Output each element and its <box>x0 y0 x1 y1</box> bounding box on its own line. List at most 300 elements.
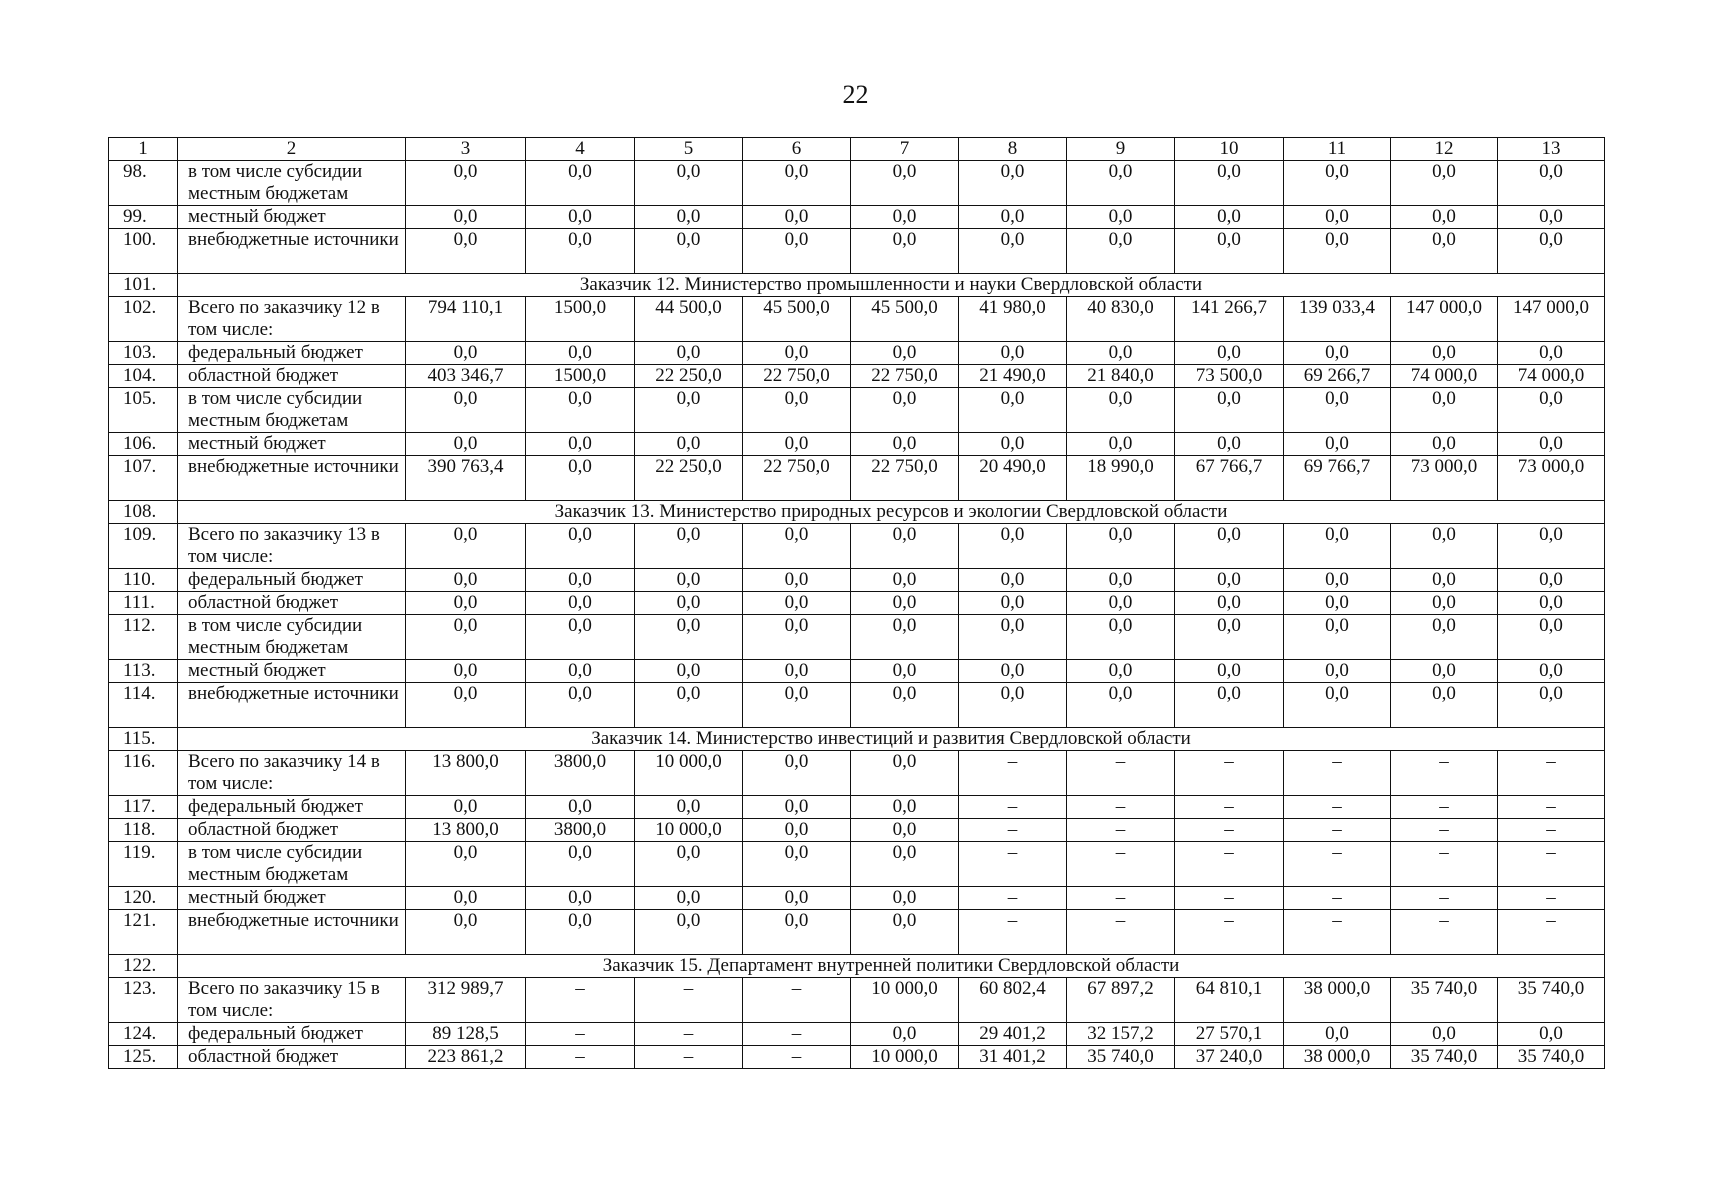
table-cell: 0,0 <box>406 683 526 728</box>
row-number: 123. <box>109 978 178 1023</box>
table-cell: 0,0 <box>851 229 959 274</box>
table-cell: 0,0 <box>1067 206 1175 229</box>
table-cell: 0,0 <box>743 161 851 206</box>
table-cell: – <box>635 978 743 1023</box>
table-row <box>109 978 1605 1023</box>
table-cell: 0,0 <box>1391 615 1498 660</box>
table-cell: 0,0 <box>743 887 851 910</box>
row-number: 109. <box>109 524 178 569</box>
table-cell: – <box>1391 819 1498 842</box>
table-cell: 0,0 <box>406 524 526 569</box>
table-cell: 0,0 <box>406 342 526 365</box>
table-cell: 0,0 <box>1498 569 1605 592</box>
table-cell: 0,0 <box>635 161 743 206</box>
table-cell: 0,0 <box>1498 229 1605 274</box>
table-cell: 0,0 <box>1391 388 1498 433</box>
table-cell: 21 490,0 <box>959 365 1067 388</box>
column-header: 8 <box>959 138 1067 161</box>
row-number: 108. <box>109 501 178 524</box>
row-number: 105. <box>109 388 178 433</box>
table-cell: 0,0 <box>851 433 959 456</box>
table-cell: 0,0 <box>635 910 743 955</box>
table-row <box>109 1046 1605 1069</box>
table-cell: 0,0 <box>959 592 1067 615</box>
table-cell: 10 000,0 <box>635 751 743 796</box>
table-cell: 147 000,0 <box>1498 297 1605 342</box>
row-number: 115. <box>109 728 178 751</box>
table-row <box>109 342 1605 365</box>
row-number: 98. <box>109 161 178 206</box>
row-label: Всего по заказчику 13 в том числе: <box>178 524 406 569</box>
table-cell: 0,0 <box>1067 683 1175 728</box>
table-cell: – <box>526 978 635 1023</box>
table-cell: – <box>1067 751 1175 796</box>
table-row <box>109 433 1605 456</box>
table-cell: 0,0 <box>851 206 959 229</box>
table-cell: – <box>1067 887 1175 910</box>
table-row <box>109 524 1605 569</box>
section-title: Заказчик 15. Департамент внутренней политики Свердловской области <box>178 955 1605 978</box>
table-cell: 0,0 <box>635 206 743 229</box>
table-cell: 73 000,0 <box>1498 456 1605 501</box>
budget-table <box>108 137 1605 1069</box>
table-cell: 27 570,1 <box>1175 1023 1284 1046</box>
table-cell: – <box>1067 819 1175 842</box>
table-cell: – <box>526 1023 635 1046</box>
table-cell: 37 240,0 <box>1175 1046 1284 1069</box>
row-label: местный бюджет <box>178 660 406 683</box>
table-cell: 0,0 <box>851 1023 959 1046</box>
table-cell: 0,0 <box>526 842 635 887</box>
table-cell: – <box>1391 751 1498 796</box>
table-cell: – <box>1498 910 1605 955</box>
table-cell: 0,0 <box>406 887 526 910</box>
table-cell: 0,0 <box>959 229 1067 274</box>
table-cell: 0,0 <box>635 660 743 683</box>
row-number: 114. <box>109 683 178 728</box>
row-label: Всего по заказчику 15 в том числе: <box>178 978 406 1023</box>
table-cell: 0,0 <box>1175 206 1284 229</box>
table-cell: 21 840,0 <box>1067 365 1175 388</box>
table-cell: 0,0 <box>526 569 635 592</box>
table-cell: 0,0 <box>743 660 851 683</box>
table-cell: 0,0 <box>1175 660 1284 683</box>
row-number: 102. <box>109 297 178 342</box>
table-cell: 10 000,0 <box>635 819 743 842</box>
table-cell: 0,0 <box>406 660 526 683</box>
table-cell: – <box>1175 819 1284 842</box>
table-cell: 0,0 <box>743 388 851 433</box>
table-cell: 0,0 <box>1284 569 1391 592</box>
table-cell: 0,0 <box>1284 433 1391 456</box>
row-number: 117. <box>109 796 178 819</box>
table-cell: 35 740,0 <box>1498 1046 1605 1069</box>
table-cell: – <box>1498 887 1605 910</box>
table-cell: 0,0 <box>526 615 635 660</box>
section-row <box>109 274 1605 297</box>
table-cell: 141 266,7 <box>1175 297 1284 342</box>
table-cell: 0,0 <box>743 569 851 592</box>
table-cell: 390 763,4 <box>406 456 526 501</box>
table-cell: 0,0 <box>959 206 1067 229</box>
table-cell: 0,0 <box>1175 592 1284 615</box>
table-cell: 0,0 <box>959 342 1067 365</box>
table-row <box>109 910 1605 955</box>
table-row <box>109 887 1605 910</box>
table-cell: 0,0 <box>851 660 959 683</box>
table-cell: – <box>743 1046 851 1069</box>
table-cell: 38 000,0 <box>1284 978 1391 1023</box>
table-cell: 0,0 <box>526 796 635 819</box>
table-cell: 3800,0 <box>526 819 635 842</box>
table-row <box>109 842 1605 887</box>
row-number: 113. <box>109 660 178 683</box>
table-cell: 0,0 <box>635 796 743 819</box>
table-cell: 0,0 <box>406 229 526 274</box>
row-label: в том числе субсидии местным бюджетам <box>178 161 406 206</box>
table-cell: 38 000,0 <box>1284 1046 1391 1069</box>
table-cell: 0,0 <box>1391 592 1498 615</box>
table-row <box>109 161 1605 206</box>
table-row <box>109 569 1605 592</box>
table-cell: 0,0 <box>406 569 526 592</box>
table-cell: 0,0 <box>635 229 743 274</box>
table-cell: 0,0 <box>743 524 851 569</box>
table-cell: – <box>1391 842 1498 887</box>
row-number: 125. <box>109 1046 178 1069</box>
table-cell: 0,0 <box>1067 569 1175 592</box>
table-cell: 0,0 <box>635 433 743 456</box>
section-title: Заказчик 12. Министерство промышленности и науки Свердловской области <box>178 274 1605 297</box>
table-cell: 22 750,0 <box>743 365 851 388</box>
table-cell: 0,0 <box>851 796 959 819</box>
table-cell: 0,0 <box>851 819 959 842</box>
row-label: местный бюджет <box>178 887 406 910</box>
table-cell: 0,0 <box>1175 524 1284 569</box>
table-cell: 0,0 <box>851 569 959 592</box>
table-cell: 22 250,0 <box>635 456 743 501</box>
row-label: внебюджетные источники <box>178 683 406 728</box>
table-cell: 0,0 <box>851 615 959 660</box>
table-cell: 0,0 <box>635 615 743 660</box>
table-cell: 0,0 <box>959 660 1067 683</box>
table-cell: 0,0 <box>959 615 1067 660</box>
table-cell: 0,0 <box>851 161 959 206</box>
column-header: 9 <box>1067 138 1175 161</box>
table-cell: – <box>959 910 1067 955</box>
table-cell: 0,0 <box>526 456 635 501</box>
table-cell: 0,0 <box>1284 1023 1391 1046</box>
table-row <box>109 206 1605 229</box>
table-cell: 35 740,0 <box>1391 1046 1498 1069</box>
table-cell: 0,0 <box>526 342 635 365</box>
table-cell: 0,0 <box>959 683 1067 728</box>
row-label: областной бюджет <box>178 1046 406 1069</box>
section-row <box>109 955 1605 978</box>
row-number: 101. <box>109 274 178 297</box>
table-cell: 13 800,0 <box>406 751 526 796</box>
table-row <box>109 751 1605 796</box>
table-cell: 64 810,1 <box>1175 978 1284 1023</box>
row-number: 106. <box>109 433 178 456</box>
table-cell: 29 401,2 <box>959 1023 1067 1046</box>
row-number: 100. <box>109 229 178 274</box>
row-number: 99. <box>109 206 178 229</box>
column-header: 1 <box>109 138 178 161</box>
table-cell: – <box>1284 819 1391 842</box>
table-cell: 0,0 <box>1498 433 1605 456</box>
table-cell: 0,0 <box>743 615 851 660</box>
table-cell: 0,0 <box>1067 615 1175 660</box>
row-number: 107. <box>109 456 178 501</box>
column-header: 3 <box>406 138 526 161</box>
table-cell: 0,0 <box>526 433 635 456</box>
row-number: 103. <box>109 342 178 365</box>
row-number: 112. <box>109 615 178 660</box>
table-cell: 1500,0 <box>526 297 635 342</box>
table-cell: 0,0 <box>743 819 851 842</box>
row-label: областной бюджет <box>178 592 406 615</box>
table-cell: 69 766,7 <box>1284 456 1391 501</box>
row-label: в том числе субсидии местным бюджетам <box>178 388 406 433</box>
table-cell: 44 500,0 <box>635 297 743 342</box>
table-cell: 0,0 <box>526 683 635 728</box>
table-cell: 31 401,2 <box>959 1046 1067 1069</box>
table-cell: 32 157,2 <box>1067 1023 1175 1046</box>
table-row <box>109 456 1605 501</box>
table-cell: 60 802,4 <box>959 978 1067 1023</box>
table-cell: 18 990,0 <box>1067 456 1175 501</box>
table-row <box>109 229 1605 274</box>
column-header: 12 <box>1391 138 1498 161</box>
section-row <box>109 501 1605 524</box>
table-cell: 0,0 <box>635 842 743 887</box>
table-cell: 0,0 <box>743 592 851 615</box>
table-cell: 0,0 <box>1498 660 1605 683</box>
table-cell: 0,0 <box>635 569 743 592</box>
table-cell: – <box>959 751 1067 796</box>
table-cell: 35 740,0 <box>1391 978 1498 1023</box>
table-cell: – <box>1498 796 1605 819</box>
table-cell: 0,0 <box>406 615 526 660</box>
table-cell: 0,0 <box>406 796 526 819</box>
table-cell: 0,0 <box>743 229 851 274</box>
column-header: 6 <box>743 138 851 161</box>
table-cell: 20 490,0 <box>959 456 1067 501</box>
table-cell: 41 980,0 <box>959 297 1067 342</box>
table-cell: 0,0 <box>1391 524 1498 569</box>
table-cell: 0,0 <box>1391 433 1498 456</box>
table-cell: 0,0 <box>1067 388 1175 433</box>
table-cell: 0,0 <box>1067 433 1175 456</box>
table-cell: 0,0 <box>851 342 959 365</box>
row-label: областной бюджет <box>178 365 406 388</box>
header-row <box>109 138 1605 161</box>
table-cell: – <box>635 1023 743 1046</box>
table-cell: 0,0 <box>1391 206 1498 229</box>
row-number: 116. <box>109 751 178 796</box>
table-cell: 0,0 <box>1498 388 1605 433</box>
column-header: 13 <box>1498 138 1605 161</box>
table-cell: 0,0 <box>1391 683 1498 728</box>
table-cell: 0,0 <box>1498 683 1605 728</box>
table-cell: 0,0 <box>526 660 635 683</box>
table-row <box>109 388 1605 433</box>
table-cell: 0,0 <box>1284 592 1391 615</box>
table-cell: 22 750,0 <box>851 365 959 388</box>
table-cell: 0,0 <box>1498 1023 1605 1046</box>
table-cell: 0,0 <box>1498 615 1605 660</box>
table-row <box>109 615 1605 660</box>
row-number: 119. <box>109 842 178 887</box>
table-cell: 312 989,7 <box>406 978 526 1023</box>
table-cell: 67 766,7 <box>1175 456 1284 501</box>
row-number: 104. <box>109 365 178 388</box>
table-row <box>109 683 1605 728</box>
section-title: Заказчик 14. Министерство инвестиций и развития Свердловской области <box>178 728 1605 751</box>
table-row <box>109 297 1605 342</box>
table-cell: 0,0 <box>1175 569 1284 592</box>
table-cell: 0,0 <box>959 524 1067 569</box>
table-cell: 0,0 <box>743 910 851 955</box>
table-cell: 0,0 <box>1175 683 1284 728</box>
table-cell: 0,0 <box>1498 206 1605 229</box>
table-row <box>109 660 1605 683</box>
table-cell: – <box>1175 751 1284 796</box>
row-number: 120. <box>109 887 178 910</box>
column-header: 5 <box>635 138 743 161</box>
column-header: 4 <box>526 138 635 161</box>
table-cell: 0,0 <box>743 206 851 229</box>
table-cell: 67 897,2 <box>1067 978 1175 1023</box>
table-cell: 0,0 <box>1284 660 1391 683</box>
table-cell: 139 033,4 <box>1284 297 1391 342</box>
row-label: областной бюджет <box>178 819 406 842</box>
table-cell: 0,0 <box>1284 524 1391 569</box>
table-cell: 0,0 <box>851 842 959 887</box>
table-cell: – <box>1391 796 1498 819</box>
table-cell: 0,0 <box>959 161 1067 206</box>
table-cell: – <box>1175 910 1284 955</box>
table-cell: 73 000,0 <box>1391 456 1498 501</box>
table-cell: 0,0 <box>743 751 851 796</box>
row-label: федеральный бюджет <box>178 569 406 592</box>
table-cell: 0,0 <box>1284 683 1391 728</box>
table-row <box>109 365 1605 388</box>
table-cell: – <box>743 978 851 1023</box>
table-cell: 0,0 <box>743 842 851 887</box>
table-cell: 10 000,0 <box>851 978 959 1023</box>
table-cell: 0,0 <box>1284 388 1391 433</box>
table-cell: 403 346,7 <box>406 365 526 388</box>
table-cell: – <box>1175 796 1284 819</box>
table-cell: 0,0 <box>1284 229 1391 274</box>
table-cell: 0,0 <box>526 524 635 569</box>
table-cell: 0,0 <box>851 887 959 910</box>
table-cell: 35 740,0 <box>1498 978 1605 1023</box>
table-cell: 0,0 <box>851 592 959 615</box>
table-cell: 0,0 <box>406 842 526 887</box>
table-cell: 0,0 <box>851 388 959 433</box>
table-cell: – <box>743 1023 851 1046</box>
column-header: 11 <box>1284 138 1391 161</box>
table-cell: 0,0 <box>1175 433 1284 456</box>
table-cell: – <box>959 842 1067 887</box>
row-number: 118. <box>109 819 178 842</box>
row-label: внебюджетные источники <box>178 910 406 955</box>
page-number: 22 <box>842 80 869 109</box>
table-cell: – <box>1284 842 1391 887</box>
table-cell: 35 740,0 <box>1067 1046 1175 1069</box>
table-cell: 45 500,0 <box>851 297 959 342</box>
table-cell: 10 000,0 <box>851 1046 959 1069</box>
table-cell: 147 000,0 <box>1391 297 1498 342</box>
table-cell: – <box>635 1046 743 1069</box>
table-cell: 0,0 <box>406 433 526 456</box>
table-cell: 13 800,0 <box>406 819 526 842</box>
table-row <box>109 1023 1605 1046</box>
table-cell: 0,0 <box>635 524 743 569</box>
table-cell: 22 250,0 <box>635 365 743 388</box>
row-label: в том числе субсидии местным бюджетам <box>178 842 406 887</box>
row-label: Всего по заказчику 12 в том числе: <box>178 297 406 342</box>
table-cell: 0,0 <box>1175 615 1284 660</box>
table-cell: 0,0 <box>959 388 1067 433</box>
table-cell: 3800,0 <box>526 751 635 796</box>
row-label: Всего по заказчику 14 в том числе: <box>178 751 406 796</box>
row-number: 122. <box>109 955 178 978</box>
table-cell: – <box>959 796 1067 819</box>
table-cell: 0,0 <box>1498 524 1605 569</box>
table-cell: – <box>1284 751 1391 796</box>
section-title: Заказчик 13. Министерство природных ресурсов и экологии Свердловской области <box>178 501 1605 524</box>
table-cell: 0,0 <box>1391 161 1498 206</box>
table-cell: – <box>1284 910 1391 955</box>
table-cell: 74 000,0 <box>1498 365 1605 388</box>
row-label: внебюджетные источники <box>178 456 406 501</box>
table-cell: 0,0 <box>1175 229 1284 274</box>
table-cell: – <box>1498 842 1605 887</box>
row-number: 110. <box>109 569 178 592</box>
table-cell: 0,0 <box>406 388 526 433</box>
table-cell: 1500,0 <box>526 365 635 388</box>
table-cell: 0,0 <box>1284 342 1391 365</box>
table-cell: 0,0 <box>1175 342 1284 365</box>
row-label: федеральный бюджет <box>178 342 406 365</box>
section-row <box>109 728 1605 751</box>
table-cell: 0,0 <box>635 342 743 365</box>
table-cell: – <box>1067 796 1175 819</box>
table-cell: – <box>1284 887 1391 910</box>
table-cell: 0,0 <box>1391 1023 1498 1046</box>
table-cell: 45 500,0 <box>743 297 851 342</box>
table-cell: 0,0 <box>1175 161 1284 206</box>
row-label: федеральный бюджет <box>178 1023 406 1046</box>
table-cell: 0,0 <box>743 683 851 728</box>
table-cell: – <box>1391 887 1498 910</box>
table-cell: 223 861,2 <box>406 1046 526 1069</box>
table-cell: 0,0 <box>743 796 851 819</box>
table-cell: 0,0 <box>1067 342 1175 365</box>
table-cell: 0,0 <box>743 342 851 365</box>
table-cell: 0,0 <box>1498 342 1605 365</box>
table-cell: 0,0 <box>1284 206 1391 229</box>
table-cell: 89 128,5 <box>406 1023 526 1046</box>
table-cell: 0,0 <box>1067 660 1175 683</box>
table-cell: 0,0 <box>526 388 635 433</box>
table-cell: 0,0 <box>1067 592 1175 615</box>
table-cell: 0,0 <box>1391 660 1498 683</box>
